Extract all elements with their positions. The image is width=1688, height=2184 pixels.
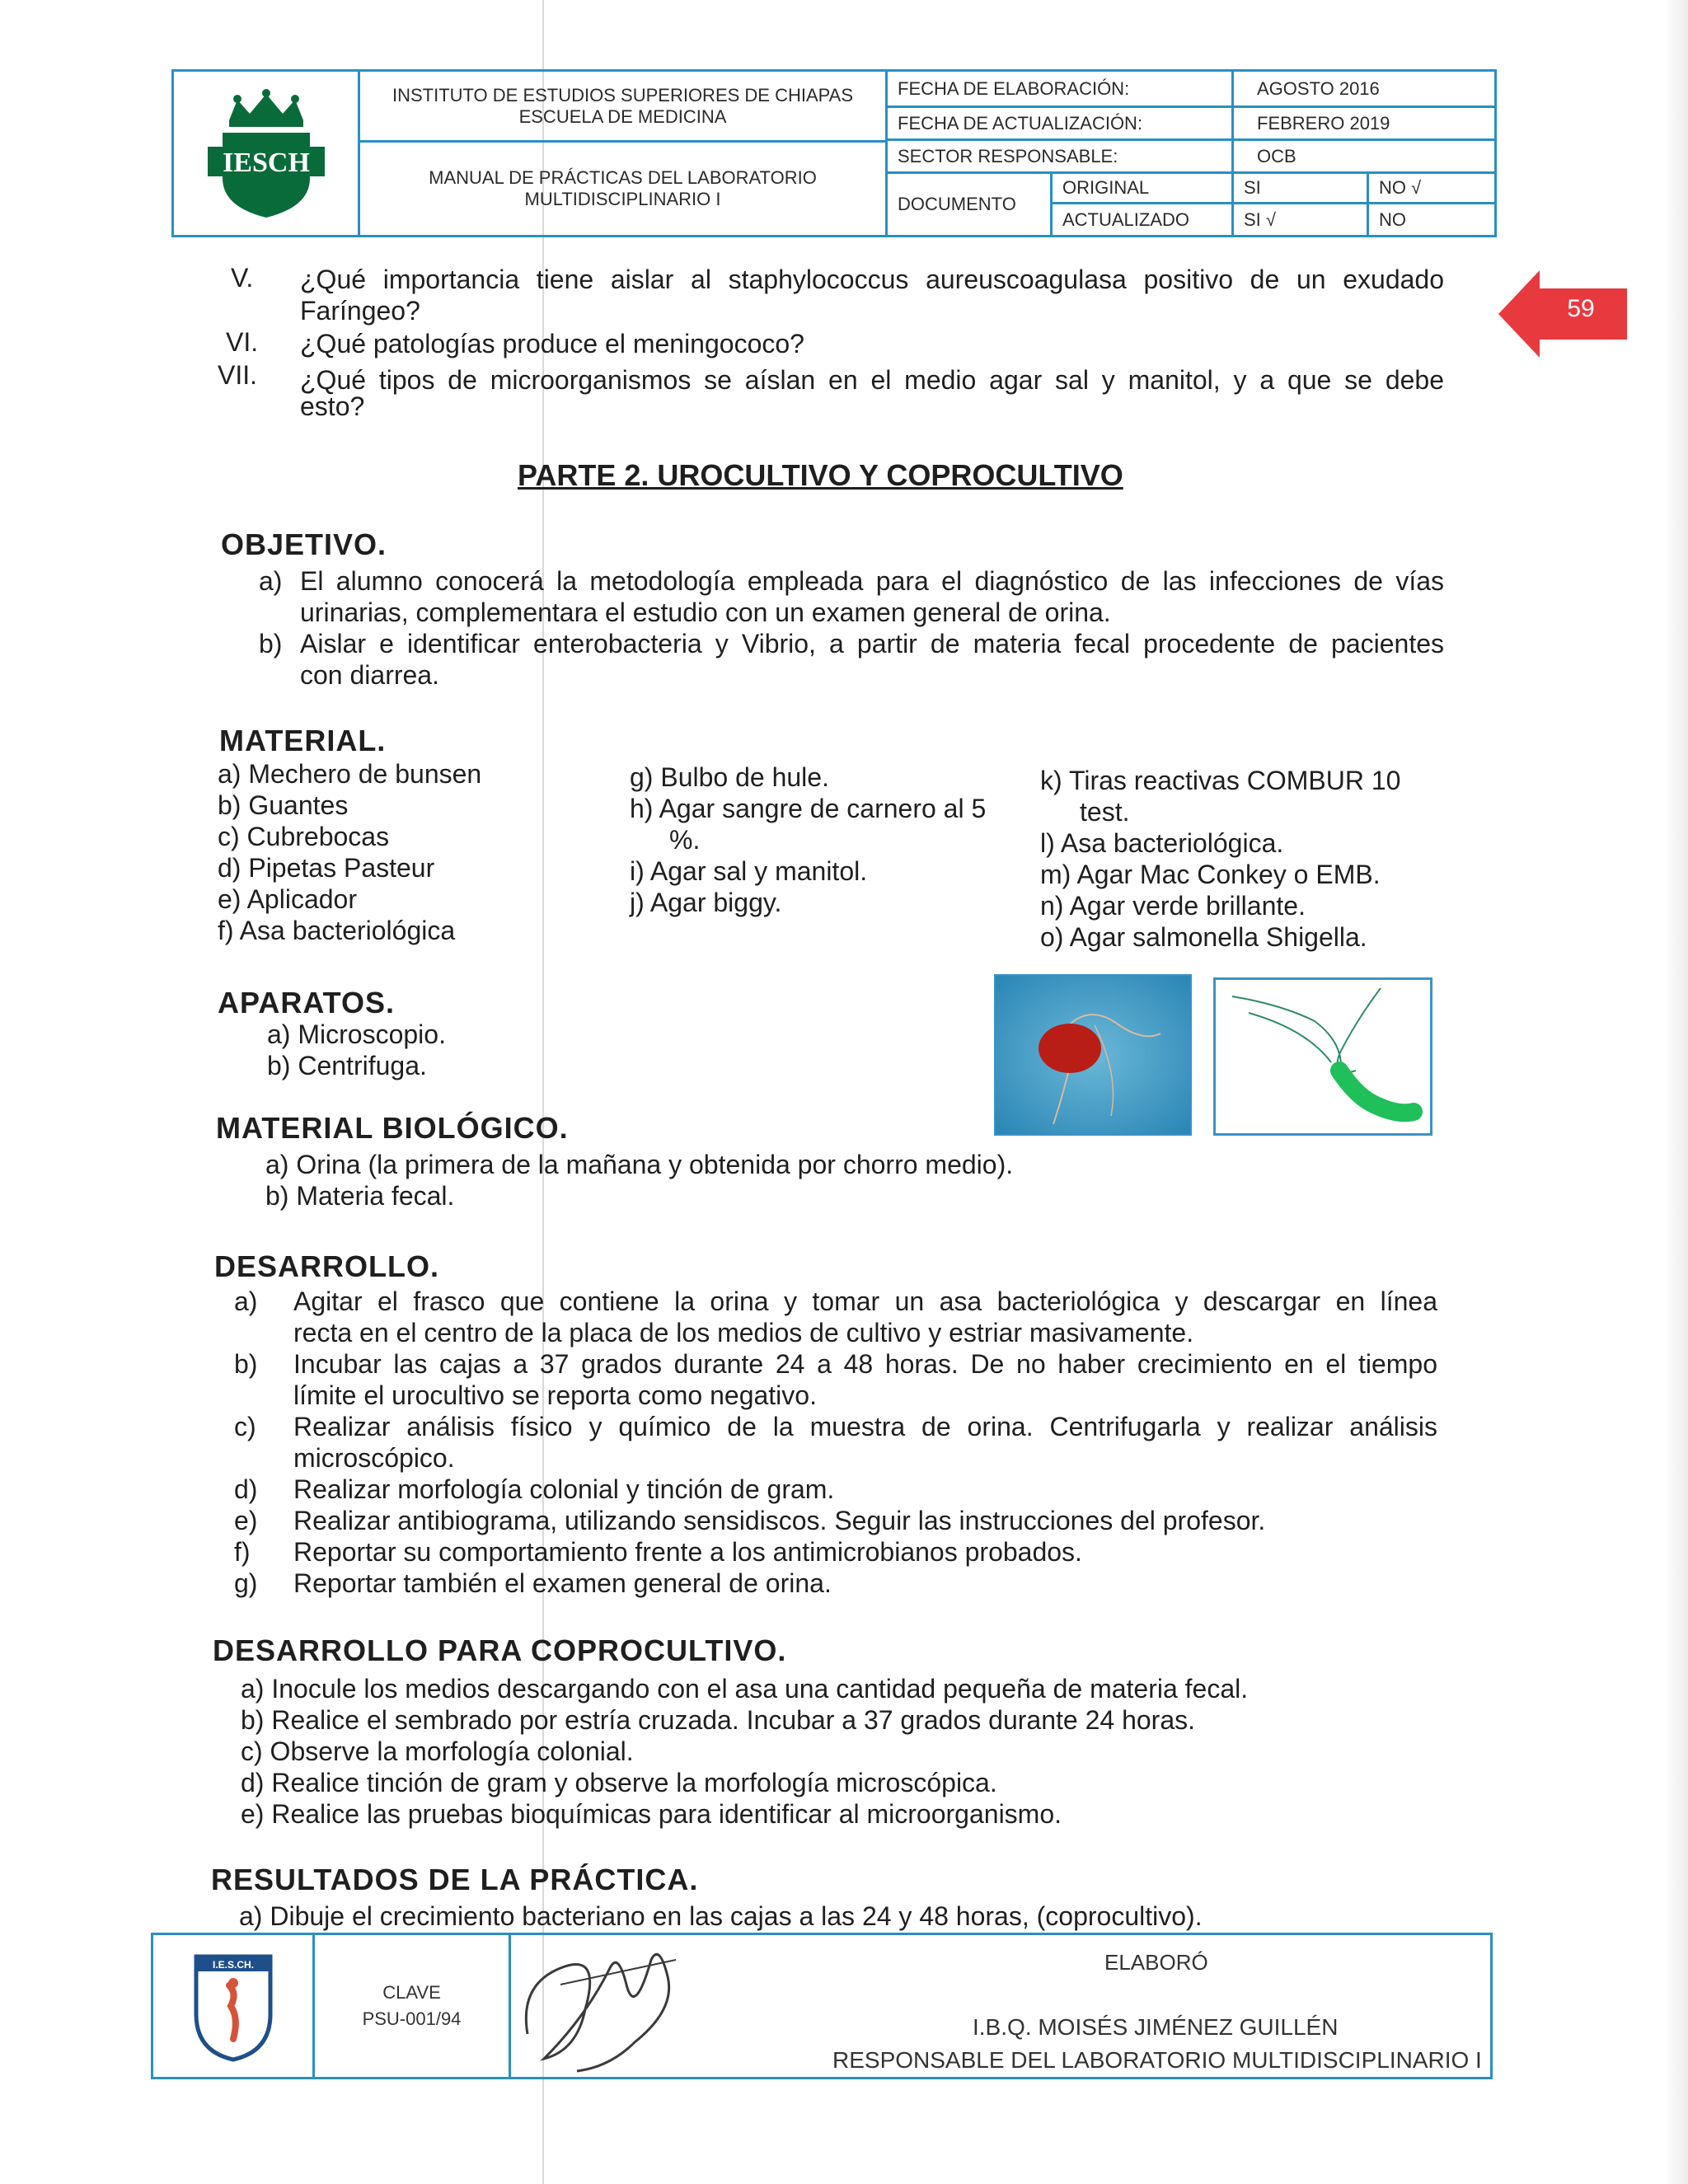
responsible-name: I.B.Q. MOISÉS JIMÉNEZ GUILLÉN (973, 2014, 1339, 2040)
item-marker: g) (234, 1568, 258, 1598)
list-item (234, 1348, 1437, 1380)
list-item: c) Cubrebocas (218, 822, 390, 851)
desarrollo-copro-list (241, 1673, 1444, 1830)
item-marker: a) (259, 566, 283, 596)
manual-cell (360, 143, 888, 235)
elaboro-label: ELABORÓ (1104, 1950, 1208, 1975)
item-marker: d) (234, 1474, 258, 1504)
item-text: urinarias, complementara el estudio con un examen general de orina. (300, 598, 1111, 627)
documento-label: DOCUMENTO (888, 174, 1053, 235)
sector-label: SECTOR RESPONSABLE: (888, 141, 1234, 174)
list-item: a) Dibuje el crecimiento bacteriano en las cajas a las 24 y 48 horas, (coprocultivo). (239, 1901, 1203, 1931)
item-text: Realizar morfología colonial y tinción de gram. (293, 1474, 835, 1504)
item-text: microscópico. (293, 1443, 455, 1473)
list-item (234, 1286, 1437, 1317)
list-item (234, 1536, 1437, 1568)
list-item (259, 628, 1444, 659)
material-col2 (630, 762, 1025, 918)
handwritten-signature (511, 1935, 709, 2077)
list-item: g) Bulbo de hule. (630, 762, 829, 792)
question-text: ¿Qué importancia tiene aislar al staphylococcus aureuscoagulasa positivo de un exudado (300, 265, 1444, 294)
actualizado-no: NO (1379, 209, 1406, 230)
list-item: b) Guantes (218, 790, 349, 820)
item-marker: b) (234, 1349, 258, 1379)
list-item: j) Agar biggy. (630, 888, 782, 917)
list-item: b) Realice el sembrado por estría cruzada. Incubar a 37 grados durante 24 horas. (241, 1705, 1195, 1735)
original-label: ORIGINAL (1053, 174, 1234, 204)
sector-value: OCB (1234, 141, 1494, 174)
fecha-elab-label: FECHA DE ELABORACIÓN: (888, 72, 1234, 108)
objetivo-list (259, 565, 1444, 691)
list-item (234, 1411, 1437, 1442)
question-text: ¿Qué patologías produce el meningococo? (300, 329, 804, 359)
original-si: SI (1234, 174, 1369, 204)
list-item: i) Agar sal y manitol. (630, 856, 868, 886)
list-item (234, 1568, 1437, 1599)
bacteria-micrograph-red (994, 974, 1192, 1136)
fecha-elab-value: AGOSTO 2016 (1234, 72, 1494, 108)
desarrollo-heading: DESARROLLO. (214, 1249, 440, 1283)
item-text: Reportar su comportamiento frente a los antimicrobianos probados. (293, 1537, 1082, 1567)
list-item: f) Asa bacteriológica (218, 916, 456, 945)
resultados-list (239, 1900, 1442, 1932)
item-text: Incubar las cajas a 37 grados durante 24 a 48 horas. De no haber crecimiento en el tiempo (293, 1349, 1437, 1379)
item-text: Agitar el frasco que contiene la orina y tomar un asa bacteriológica y descargar en línea (293, 1286, 1437, 1316)
list-item: c) Observe la morfología colonial. (241, 1736, 634, 1766)
item-text: recta en el centro de la placa de los medios de cultivo y estriar masivamente. (293, 1318, 1194, 1347)
actualizado-label: ACTUALIZADO (1053, 204, 1234, 235)
material-biologico-list (265, 1149, 1254, 1212)
list-item (234, 1505, 1437, 1536)
list-item: o) Agar salmonella Shigella. (1040, 922, 1367, 952)
question-text-cont: Faríngeo? (300, 296, 420, 326)
list-item-cont (234, 1442, 1437, 1474)
footer-clave-cell (315, 1935, 511, 2077)
question-text: ¿Qué tipos de microorganismos se aíslan en el medio agar sal y manitol, y a que se debe (300, 365, 1444, 395)
iesch-logo (204, 87, 328, 219)
resultados-heading: RESULTADOS DE LA PRÁCTICA. (211, 1863, 699, 1896)
desarrollo-list (234, 1286, 1437, 1599)
logo-text: IESCH (222, 148, 310, 178)
clave-value: PSU-001/94 (362, 2008, 462, 2029)
footer-seal-cell (153, 1935, 315, 2077)
list-item (234, 1474, 1437, 1505)
aparatos-list (267, 1019, 762, 1081)
bacteria-illustration-green (1213, 977, 1432, 1136)
item-text: límite el urocultivo se reporta como negativo. (293, 1380, 817, 1410)
list-item: b) Centrifuga. (267, 1051, 427, 1080)
responsible-role: RESPONSABLE DEL LABORATORIO MULTIDISCIPLINARIO I (832, 2047, 1482, 2073)
material-col1 (218, 758, 613, 946)
item-text: Realizar análisis físico y químico de la muestra de orina. Centrifugarla y realizar análisis (293, 1412, 1437, 1441)
seal-text: I.E.S.CH. (212, 1959, 254, 1971)
item-marker: b) (259, 629, 283, 658)
clave-label: CLAVE (382, 1982, 441, 2003)
list-item: k) Tiras reactivas COMBUR 10 (1040, 766, 1401, 795)
list-item (259, 565, 1444, 597)
page-edge-shadow (1663, 0, 1688, 2184)
item-text: Reportar también el examen general de orina. (293, 1568, 832, 1598)
material-col3 (1040, 765, 1469, 953)
list-item-cont: %. (669, 825, 701, 855)
header-table (171, 69, 1497, 237)
material-heading: MATERIAL. (219, 724, 387, 757)
desarrollo-copro-heading: DESARROLLO PARA COPROCULTIVO. (213, 1633, 787, 1667)
list-item: e) Aplicador (218, 884, 357, 914)
logo-cell (174, 72, 360, 235)
item-text: Realizar antibiograma, utilizando sensidiscos. Seguir las instrucciones del profesor. (293, 1506, 1266, 1535)
fecha-act-label: FECHA DE ACTUALIZACIÓN: (888, 108, 1234, 141)
footer-table (151, 1933, 1493, 2079)
list-item: a) Mechero de bunsen (218, 759, 482, 789)
item-marker: e) (234, 1506, 258, 1535)
list-item: a) Microscopio. (267, 1019, 446, 1049)
school-name: ESCUELA DE MEDICINA (518, 105, 727, 127)
institute-cell (360, 72, 888, 143)
item-text: Aislar e identificar enterobacteria y Vibrio, a partir de materia fecal procedente de pacientes (300, 629, 1444, 658)
fecha-act-value: FEBRERO 2019 (1234, 108, 1494, 141)
list-item: a) Orina (la primera de la mañana y obtenida por chorro medio). (265, 1150, 1014, 1179)
institution-seal (188, 1948, 279, 2064)
list-item-cont: test. (1080, 797, 1130, 827)
original-no: NO √ (1369, 174, 1494, 204)
page-number: 59 (1567, 295, 1595, 322)
aparatos-heading: APARATOS. (218, 986, 396, 1019)
question-number: VII. (218, 360, 258, 390)
institute-name: INSTITUTO DE ESTUDIOS SUPERIORES DE CHIAPAS (392, 84, 854, 105)
list-item-cont (259, 659, 1444, 691)
manual-title-line2: MULTIDISCIPLINARIO I (524, 189, 721, 209)
footer-signature-cell (511, 1935, 1490, 2077)
question-number: V. (231, 263, 254, 293)
list-item-cont (259, 597, 1444, 628)
list-item-cont (234, 1317, 1437, 1348)
actualizado-si: SI √ (1234, 204, 1369, 235)
list-item: b) Materia fecal. (265, 1181, 455, 1211)
list-item: d) Realice tinción de gram y observe la morfología microscópica. (241, 1768, 997, 1797)
list-item: l) Asa bacteriológica. (1040, 828, 1284, 858)
list-item: n) Agar verde brillante. (1040, 891, 1306, 921)
list-item: m) Agar Mac Conkey o EMB. (1040, 860, 1381, 889)
question-text-cont: esto? (300, 391, 365, 421)
item-marker: f) (234, 1537, 251, 1567)
part-title: PARTE 2. UROCULTIVO Y COPROCULTIVO (518, 458, 1123, 492)
item-marker: a) (234, 1286, 258, 1316)
item-marker: c) (234, 1412, 256, 1441)
objetivo-heading: OBJETIVO. (221, 527, 387, 561)
material-biologico-heading: MATERIAL BIOLÓGICO. (216, 1111, 569, 1145)
question-number: VI. (226, 327, 259, 357)
item-text: El alumno conocerá la metodología empleada para el diagnóstico de las infecciones de vías (300, 566, 1444, 596)
list-item: h) Agar sangre de carnero al 5 (630, 794, 987, 823)
item-text: con diarrea. (300, 660, 439, 690)
manual-title-line1: MANUAL DE PRÁCTICAS DEL LABORATORIO (429, 167, 817, 188)
list-item: d) Pipetas Pasteur (218, 853, 435, 883)
list-item-cont (234, 1380, 1437, 1411)
list-item: e) Realice las pruebas bioquímicas para identificar al microorganismo. (241, 1799, 1062, 1829)
list-item: a) Inocule los medios descargando con el asa una cantidad pequeña de materia fecal. (241, 1674, 1249, 1704)
